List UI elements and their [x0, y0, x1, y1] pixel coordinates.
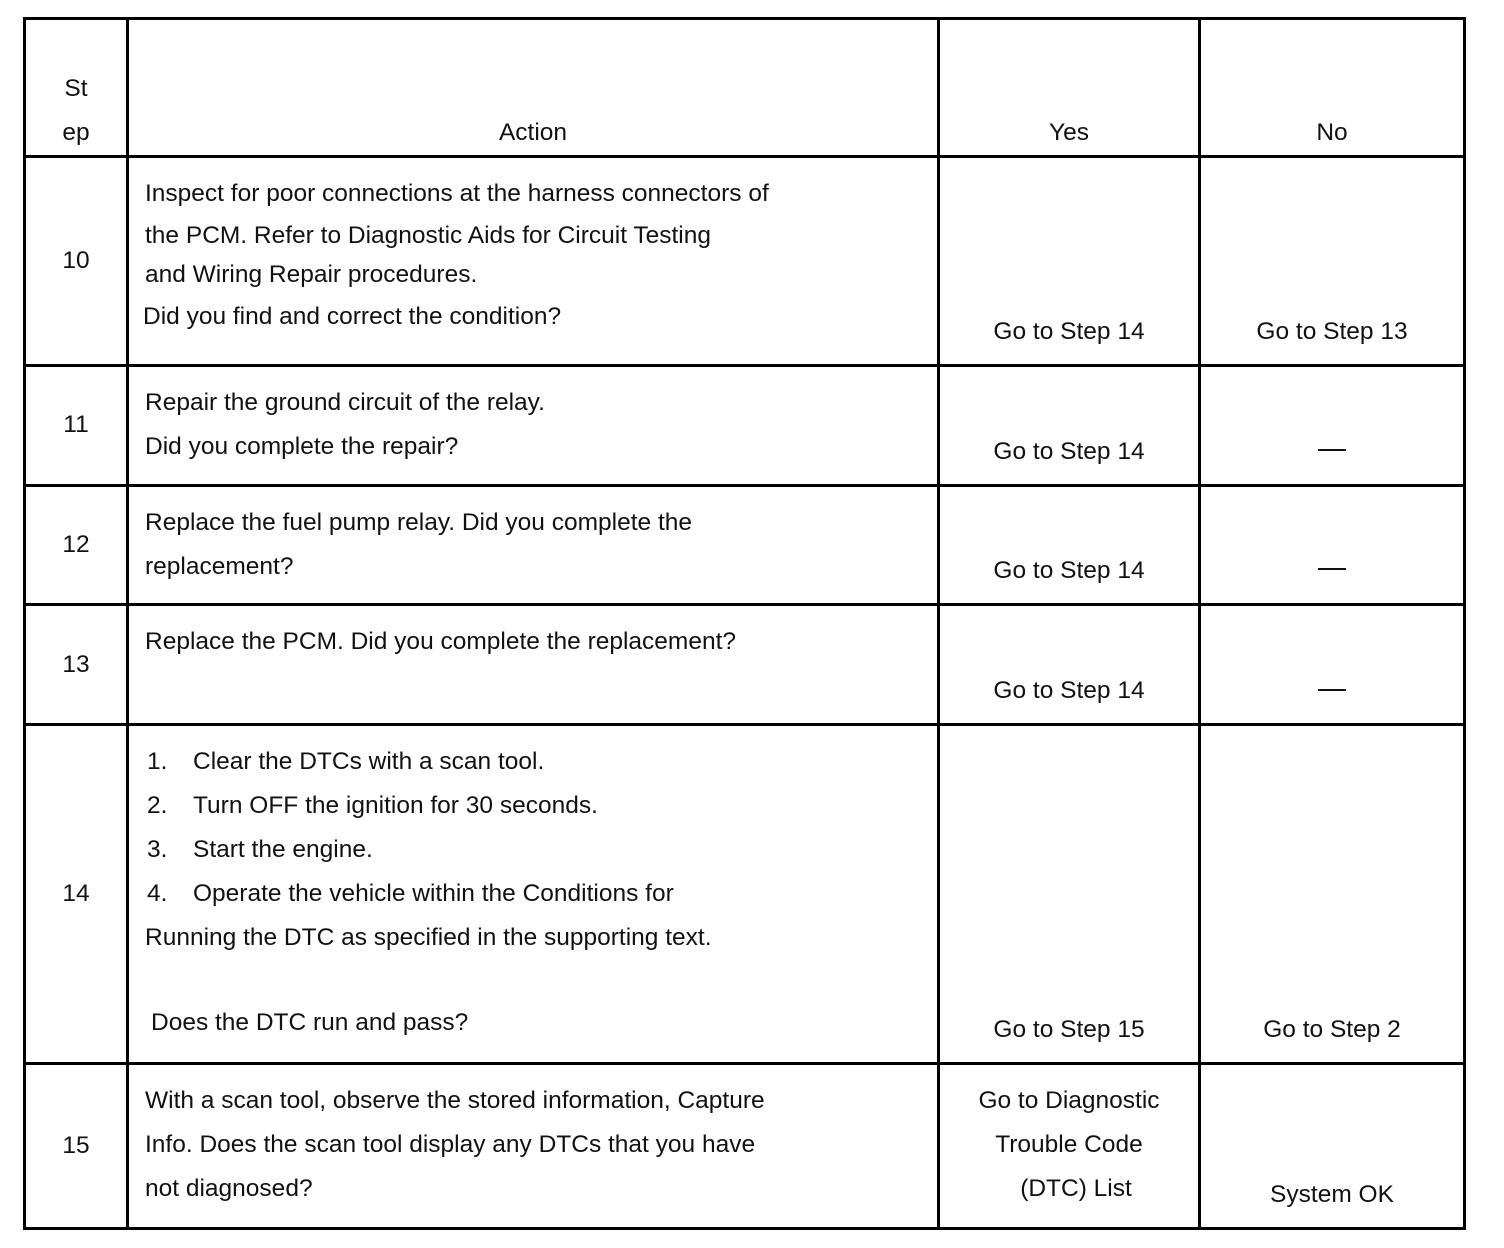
- action-line: Replace the PCM. Did you complete the replacement?: [145, 627, 737, 655]
- action-cell: [128, 1064, 939, 1229]
- action-continuation: Running the DTC as specified in the supporting text.: [145, 924, 712, 952]
- action-cell: [128, 157, 939, 366]
- yes-cell: Go to Step 14: [939, 157, 1200, 366]
- header-row: [25, 19, 1465, 157]
- yes-cell: Go to Step 14: [939, 485, 1200, 604]
- list-item: [145, 872, 921, 916]
- step-number: 11: [25, 366, 128, 485]
- yes-cell: Go to Step 14: [939, 604, 1200, 724]
- action-cell: [128, 725, 939, 1064]
- no-cell: System OK: [1200, 1064, 1465, 1229]
- yes-cell: Go to Step 14: [939, 366, 1200, 485]
- header-step-line-2: ep: [62, 119, 90, 147]
- list-number: 2.: [147, 792, 168, 820]
- action-line: Info. Does the scan tool display any DTCs that you have: [145, 1131, 756, 1159]
- step-number: 12: [25, 485, 128, 604]
- list-text: Clear the DTCs with a scan tool.: [193, 748, 545, 776]
- action-line: Did you find and correct the condition?: [143, 303, 562, 331]
- action-line: Replace the fuel pump relay. Did you complete the: [145, 508, 693, 536]
- no-cell: [1200, 366, 1465, 485]
- action-cell: [128, 485, 939, 604]
- table-row: [25, 604, 1465, 724]
- table-row: [25, 1064, 1465, 1229]
- step-number: 15: [25, 1064, 128, 1229]
- no-cell: [1200, 604, 1465, 724]
- step-number: 13: [25, 604, 128, 724]
- action-line: Repair the ground circuit of the relay.: [145, 389, 545, 417]
- action-line: not diagnosed?: [145, 1175, 313, 1203]
- table-row: [25, 366, 1465, 485]
- header-step: [25, 19, 128, 157]
- header-step-line-1: St: [64, 75, 88, 103]
- list-item: [145, 828, 921, 872]
- action-line: With a scan tool, observe the stored information, Capture: [145, 1087, 765, 1115]
- list-item: [145, 740, 921, 784]
- no-cell: [1200, 485, 1465, 604]
- em-dash: [1318, 568, 1346, 570]
- header-yes: Yes: [939, 19, 1200, 157]
- table-row: [25, 725, 1465, 1064]
- list-number: 1.: [147, 748, 168, 776]
- yes-line: (DTC) List: [1020, 1175, 1132, 1203]
- list-item: [145, 784, 921, 828]
- no-cell: Go to Step 2: [1200, 725, 1465, 1064]
- action-line: replacement?: [145, 552, 294, 580]
- list-text: Start the engine.: [193, 836, 373, 864]
- em-dash: [1318, 449, 1346, 451]
- table-row: [25, 485, 1465, 604]
- list-number: 3.: [147, 836, 168, 864]
- action-line: the PCM. Refer to Diagnostic Aids for Circuit Testing: [145, 222, 712, 250]
- action-cell: [128, 366, 939, 485]
- table-row: [25, 157, 1465, 366]
- header-no: No: [1200, 19, 1465, 157]
- step-number: 10: [25, 157, 128, 366]
- list-text: Operate the vehicle within the Conditions for: [193, 880, 674, 908]
- yes-line: Go to Diagnostic: [978, 1087, 1160, 1115]
- diagnostic-table: [23, 17, 1466, 1230]
- action-line: Did you complete the repair?: [145, 433, 459, 461]
- action-line: Inspect for poor connections at the harness connectors of: [145, 180, 769, 208]
- yes-cell: Go to Step 15: [939, 725, 1200, 1064]
- yes-cell: [939, 1064, 1200, 1229]
- list-text: Turn OFF the ignition for 30 seconds.: [193, 792, 598, 820]
- action-cell: [128, 604, 939, 724]
- action-line: and Wiring Repair procedures.: [145, 261, 478, 289]
- em-dash: [1318, 689, 1346, 691]
- spacer: [145, 960, 921, 1001]
- header-action: Action: [128, 19, 939, 157]
- no-cell: Go to Step 13: [1200, 157, 1465, 366]
- list-number: 4.: [147, 880, 168, 908]
- step-number: 14: [25, 725, 128, 1064]
- action-question: Does the DTC run and pass?: [151, 1009, 469, 1037]
- yes-line: Trouble Code: [995, 1131, 1143, 1159]
